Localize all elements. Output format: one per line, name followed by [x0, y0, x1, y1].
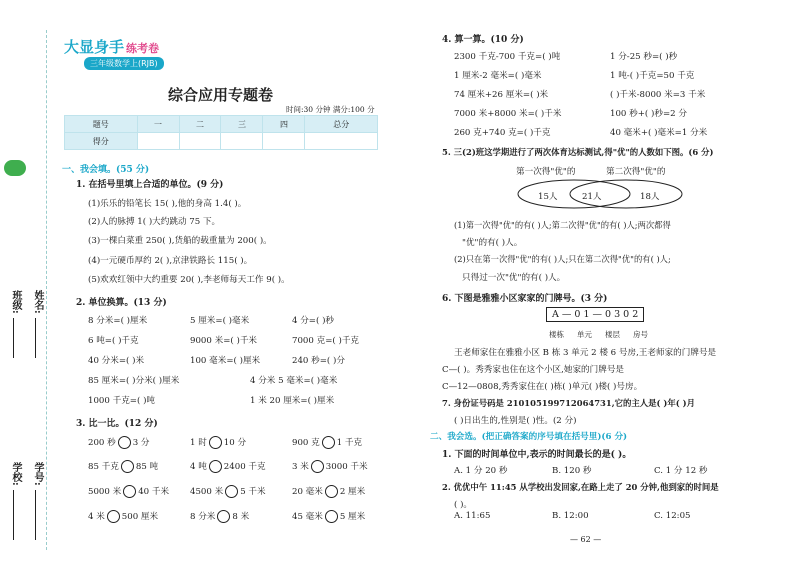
q3-left: 4500 米	[190, 487, 224, 497]
number-line	[35, 490, 36, 540]
door-label: 房号	[633, 330, 648, 339]
q4-cell: 2300 千克-700 千克=( )吨	[454, 52, 561, 62]
compare-circle[interactable]	[123, 485, 136, 498]
q1-item: (3)一棵白菜重 250( ),货船的载重量为 200( )。	[88, 236, 272, 246]
q3-left: 5000 米	[88, 487, 122, 497]
school-line	[13, 490, 14, 540]
question-5: 5. 三(2)班这学期进行了两次体育达标测试,得"优"的人数如下图。(6 分)	[442, 147, 714, 157]
s2-q2-option: A. 11:65	[454, 511, 491, 521]
q2-cell: 8 分米=( )厘米	[88, 316, 148, 326]
q3-right: 3000 千米	[325, 462, 368, 472]
q6-text: C—12—0808,秀秀家住在( )栋( )单元( )楼( )号房。	[442, 382, 643, 392]
q4-cell: ( )千米-8000 米=3 千米	[610, 90, 706, 100]
venn-middle: 21人	[582, 192, 602, 202]
number-label: 学号:	[32, 462, 43, 486]
s2-q2-option: B. 12:00	[552, 511, 589, 521]
q4-cell: 1 厘米-2 毫米=( )毫米	[454, 71, 542, 81]
class-label: 班级:	[10, 290, 21, 314]
venn-label-1: 第一次得"优"的	[516, 167, 576, 177]
q4-cell: 40 毫米+( )毫米=1 分米	[610, 128, 708, 138]
question-6: 6. 下图是雅雅小区家家的门牌号。(3 分)	[442, 294, 608, 304]
score-header-cell: 三	[221, 116, 263, 133]
q1-item: (1)乐乐的铅笔长 15( ),他的身高 1.4( )。	[88, 199, 247, 209]
venn-left: 15人	[538, 192, 558, 202]
school-label: 学校:	[10, 462, 21, 486]
q7-line2: ( )日出生的,性别是( )性。(2 分)	[454, 416, 577, 426]
q6-text: 王老师家住在雅雅小区 B 栋 3 单元 2 楼 6 号房,王老师家的门牌号是	[454, 348, 717, 358]
q3-left: 8 分米	[190, 512, 216, 522]
score-cell[interactable]	[263, 133, 305, 150]
section-2-heading: 二、我会选。(把正确答案的序号填在括号里)(6 分)	[430, 432, 628, 442]
q3-row	[88, 460, 158, 473]
score-cell[interactable]	[179, 133, 221, 150]
page-number: — 62 —	[570, 535, 602, 544]
q3-left: 200 秒	[88, 438, 116, 448]
q3-right: 10 分	[223, 438, 247, 448]
score-header-cell: 二	[179, 116, 221, 133]
q2-cell: 1 米 20 厘米=( )厘米	[250, 396, 335, 406]
q5-item: "优"的有( )人。	[462, 238, 523, 248]
q2-cell: 9000 米=( )千米	[190, 336, 258, 346]
score-table-row	[65, 133, 378, 150]
q3-left: 4 米	[88, 512, 105, 522]
q3-row	[88, 510, 158, 523]
q3-right: 1 千克	[336, 438, 363, 448]
q4-cell: 100 秒+( )秒=2 分	[610, 109, 687, 119]
logo-text: 大显身手	[64, 38, 125, 56]
q3-row	[190, 436, 246, 449]
door-number-box: A — 0 1 — 0 3 0 2	[546, 307, 644, 322]
s2-question-2: 2. 优优中午 11:45 从学校出发回家,在路上走了 20 分钟,他到家的时间是	[442, 482, 719, 492]
q4-cell: 74 厘米+26 厘米=( )米	[454, 90, 549, 100]
q3-left: 85 千克	[88, 462, 119, 472]
q3-row	[88, 436, 150, 449]
q6-text: C—( )。秀秀家也住在这个小区,她家的门牌号是	[442, 365, 625, 375]
q2-cell: 4 分=( )秒	[292, 316, 335, 326]
q1-item: (4)一元硬币厚约 2( ),京津铁路长 115( )。	[88, 256, 253, 266]
q3-row	[292, 460, 368, 473]
sidebar-badge	[4, 160, 26, 176]
q3-row	[292, 485, 365, 498]
compare-circle[interactable]	[209, 436, 222, 449]
door-label: 楼层	[605, 330, 620, 339]
compare-circle[interactable]	[209, 460, 222, 473]
score-header-cell: 题号	[65, 116, 138, 133]
compare-circle[interactable]	[325, 510, 338, 523]
q3-left: 4 吨	[190, 462, 207, 472]
q3-right: 5 千米	[240, 487, 266, 497]
score-header-cell: 总分	[305, 116, 378, 133]
q4-cell: 7000 米+8000 米=( )千米	[454, 109, 562, 119]
s2-q1-option: B. 120 秒	[552, 466, 592, 476]
q2-cell: 40 分米=( )米	[88, 356, 145, 366]
compare-circle[interactable]	[322, 436, 335, 449]
score-header-cell: 一	[137, 116, 179, 133]
venn-label-2: 第二次得"优"的	[606, 167, 666, 177]
door-label: 楼栋	[549, 330, 564, 339]
s2-q1-option: C. 1 分 12 秒	[654, 466, 708, 476]
q1-item: (5)欢欢红领中大约重要 20( ),李老师每天工作 9( )。	[88, 275, 290, 285]
score-table-header	[65, 116, 378, 133]
compare-circle[interactable]	[225, 485, 238, 498]
q4-cell: 260 克+740 克=( )千克	[454, 128, 551, 138]
compare-circle[interactable]	[325, 485, 338, 498]
compare-circle[interactable]	[311, 460, 324, 473]
q3-row	[190, 460, 266, 473]
name-line	[35, 318, 36, 358]
q3-row	[88, 485, 169, 498]
logo	[64, 36, 159, 57]
time-info: 时间:30 分钟 满分:100 分	[286, 105, 375, 114]
q3-row	[190, 510, 249, 523]
q3-right: 500 厘米	[121, 512, 159, 522]
q5-item: 只得过一次"优"的有( )人。	[462, 273, 566, 283]
q3-left: 20 毫米	[292, 487, 323, 497]
sidebar	[0, 0, 58, 566]
q2-cell: 4 分米 5 毫米=( )毫米	[250, 376, 338, 386]
s2-q2-line2: ( )。	[454, 500, 473, 510]
q4-cell: 1 吨-( )千克=50 千克	[610, 71, 695, 81]
q2-cell: 240 秒=( )分	[292, 356, 345, 366]
grade-label: 三年级数学上(RJB)	[84, 57, 164, 70]
q3-left: 900 克	[292, 438, 320, 448]
q1-item: (2)人的脉搏 1( )大约跳动 75 下。	[88, 217, 221, 227]
question-2: 2. 单位换算。(13 分)	[76, 298, 167, 308]
q5-item: (1)第一次得"优"的有( )人;第二次得"优"的有( )人;两次都得	[454, 220, 671, 230]
q3-left: 1 时	[190, 438, 207, 448]
q3-right: 2 厘米	[339, 487, 366, 497]
q2-cell: 100 毫米=( )厘米	[190, 356, 261, 366]
compare-circle[interactable]	[121, 460, 134, 473]
q3-right: 5 厘米	[339, 512, 366, 522]
q3-right: 85 吨	[135, 462, 159, 472]
q3-row	[292, 510, 365, 523]
q2-cell: 6 吨=( )千克	[88, 336, 139, 346]
score-cell[interactable]	[137, 133, 179, 150]
q3-left: 45 毫米	[292, 512, 323, 522]
question-1: 1. 在括号里填上合适的单位。(9 分)	[76, 180, 224, 190]
class-line	[13, 318, 14, 358]
q3-right: 2400 千克	[223, 462, 266, 472]
s2-q2-option: C. 12:05	[654, 511, 691, 521]
question-4: 4. 算一算。(10 分)	[442, 35, 524, 45]
q5-item: (2)只在第一次得"优"的有( )人;只在第二次得"优"的有( )人;	[454, 254, 671, 264]
compare-circle[interactable]	[118, 436, 131, 449]
q2-cell: 5 厘米=( )毫米	[190, 316, 250, 326]
compare-circle[interactable]	[217, 510, 230, 523]
score-row-label: 得分	[65, 133, 138, 150]
q2-cell: 7000 克=( )千克	[292, 336, 360, 346]
score-table	[64, 115, 378, 150]
q2-cell: 1000 千克=( )吨	[88, 396, 156, 406]
s2-q1-option: A. 1 分 20 秒	[454, 466, 508, 476]
page-title: 综合应用专题卷	[168, 86, 274, 104]
q3-right: 40 千米	[138, 487, 170, 497]
question-3: 3. 比一比。(12 分)	[76, 419, 158, 429]
venn-right: 18人	[640, 192, 660, 202]
q4-cell: 1 分-25 秒=( )秒	[610, 52, 678, 62]
section-1-heading: 一、我会填。(55 分)	[62, 165, 150, 175]
q3-row	[292, 436, 362, 449]
logo-badge: 练考卷	[126, 42, 160, 55]
q2-cell: 85 厘米=( )分米( )厘米	[88, 376, 180, 386]
sidebar-dotted-line	[46, 30, 47, 550]
score-cell[interactable]	[305, 133, 378, 150]
compare-circle[interactable]	[107, 510, 120, 523]
venn-first	[518, 180, 630, 208]
name-label: 姓名:	[32, 290, 43, 314]
score-header-cell: 四	[263, 116, 305, 133]
door-label: 单元	[577, 330, 592, 339]
s2-question-1: 1. 下面的时间单位中,表示的时间最长的是( )。	[442, 450, 632, 460]
q3-row	[190, 485, 266, 498]
q3-right: 3 分	[132, 438, 150, 448]
q3-left: 3 米	[292, 462, 309, 472]
q3-right: 8 米	[232, 512, 250, 522]
question-7: 7. 身份证号码是 210105199712064731,它的主人是( )年( )月	[442, 398, 695, 408]
score-cell[interactable]	[221, 133, 263, 150]
